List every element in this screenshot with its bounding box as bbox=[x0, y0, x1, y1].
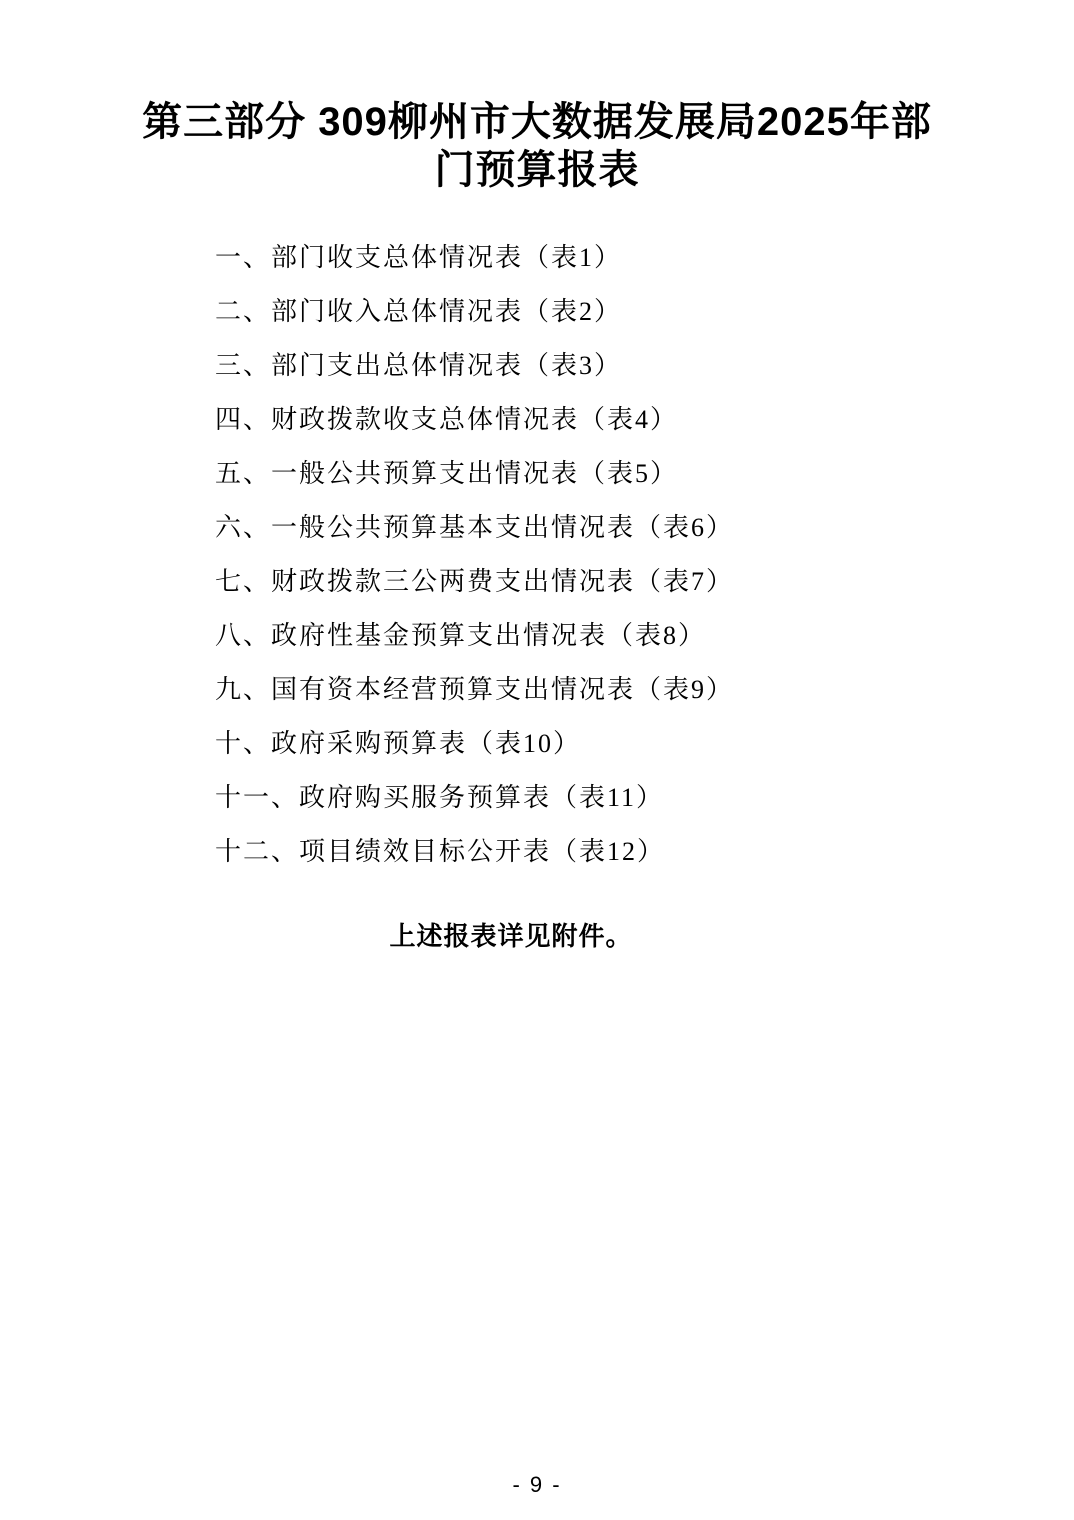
toc-list bbox=[215, 244, 994, 892]
toc-item-2: 二、部门收入总体情况表（表2） bbox=[215, 297, 623, 326]
page-title: 第三部分 309柳州市大数据发展局2025年部门预算报表 bbox=[142, 100, 932, 192]
toc-item-3: 三、部门支出总体情况表（表3） bbox=[215, 351, 623, 380]
toc-item-8: 八、政府性基金预算支出情况表（表8） bbox=[215, 621, 707, 650]
toc-item-7: 七、财政拨款三公两费支出情况表（表7） bbox=[215, 567, 735, 596]
toc-item-12: 十二、项目绩效目标公开表（表12） bbox=[215, 837, 666, 866]
toc-item-6: 六、一般公共预算基本支出情况表（表6） bbox=[215, 513, 735, 542]
toc-item-11: 十一、政府购买服务预算表（表11） bbox=[215, 783, 665, 812]
toc-item-10: 十、政府采购预算表（表10） bbox=[215, 729, 582, 758]
toc-item-1: 一、部门收支总体情况表（表1） bbox=[215, 243, 623, 272]
attachment-note: 上述报表详见附件。 bbox=[389, 922, 633, 951]
toc-item-4: 四、财政拨款收支总体情况表（表4） bbox=[215, 405, 679, 434]
page-number: - 9 - bbox=[512, 1472, 562, 1497]
toc-item-9: 九、国有资本经营预算支出情况表（表9） bbox=[215, 675, 735, 704]
toc-item-5: 五、一般公共预算支出情况表（表5） bbox=[215, 459, 679, 488]
